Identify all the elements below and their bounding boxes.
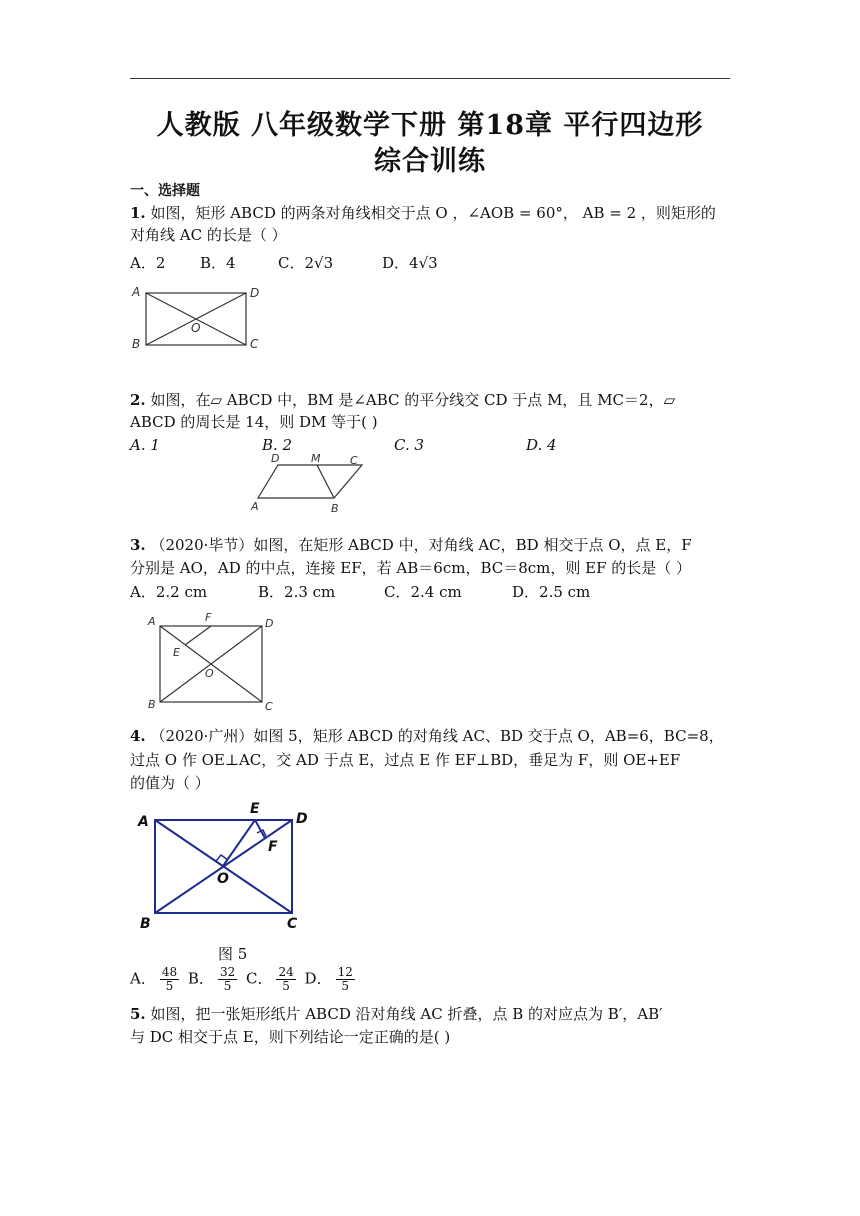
- q4-option-b-numerator: 32: [219, 965, 236, 979]
- q3-label-c: C: [265, 700, 273, 713]
- q4-label-e: E: [250, 801, 260, 817]
- header-rule: [130, 78, 730, 79]
- q3-segment-ef: [185, 626, 211, 645]
- q5-line1: [130, 1004, 663, 1024]
- q4-option-c-numerator: 24: [278, 965, 294, 979]
- q5-number: 5.: [130, 1005, 146, 1023]
- q2-label-m: M: [311, 452, 321, 465]
- q4-option-b-letter: B．: [187, 969, 214, 988]
- q4-label-d: D: [296, 811, 308, 827]
- q4-number: 4.: [130, 727, 146, 745]
- q2-figure: [245, 452, 370, 516]
- q4-option-a-denominator: 5: [165, 979, 174, 993]
- q4-label-b: B: [140, 916, 151, 932]
- q4-option-a-fraction: [160, 966, 179, 993]
- q4-figure-caption: 图 5: [218, 945, 248, 963]
- q2-label-c: C: [350, 454, 358, 467]
- q4-option-d-fraction: [336, 966, 355, 993]
- q4-option-c-denominator: 5: [282, 979, 290, 993]
- q4-label-f: F: [268, 839, 278, 855]
- q2-option-b: B. 2: [262, 436, 293, 454]
- q3-text-line2: 分别是 AO，AD 的中点，连接 EF，若 AB＝6cm，BC＝8cm，则 EF 的长是（ ）: [130, 559, 692, 577]
- q4-option-b-fraction: [218, 966, 237, 993]
- q2-segment-bm: [317, 465, 334, 498]
- q4-text-line3: 的值为（ ）: [130, 774, 210, 792]
- q3-label-o: O: [205, 667, 214, 680]
- q1-number: 1.: [130, 204, 146, 222]
- q3-text-line1: （2020·毕节）如图，在矩形 ABCD 中，对角线 AC，BD 相交于点 O，点 E，F: [150, 536, 692, 554]
- q1-figure: [128, 282, 268, 354]
- q4-figure: [130, 798, 320, 938]
- q2-option-a: A. 1: [130, 436, 160, 454]
- q4-option-a-numerator: 48: [161, 965, 178, 979]
- q1-label-o: O: [191, 321, 201, 335]
- q1-label-c: C: [250, 337, 259, 351]
- q3-label-f: F: [205, 611, 212, 624]
- q4-line1: [130, 726, 724, 746]
- q4-option-a-letter: A．: [130, 969, 156, 988]
- q2-label-b: B: [331, 502, 339, 515]
- q3-label-d: D: [265, 617, 274, 630]
- q4-label-a: A: [138, 814, 149, 830]
- q4-text-line1: （2020·广州）如图 5，矩形 ABCD 的对角线 AC、BD 交于点 O，AB=6，BC=8，: [150, 727, 724, 745]
- q5-text-line2: 与 DC 相交于点 E，则下列结论一定正确的是( ): [130, 1028, 451, 1046]
- q3-number: 3.: [130, 536, 146, 554]
- q2-line1: [130, 390, 675, 410]
- q1-option-c: C．2√3: [278, 254, 334, 272]
- q4-label-o: O: [217, 871, 229, 887]
- q3-option-c: C．2.4 cm: [384, 583, 462, 601]
- q3-figure: [143, 607, 283, 717]
- q1-line1: [130, 203, 716, 223]
- q1-label-a: A: [132, 285, 141, 299]
- q1-option-d: D．4√3: [382, 254, 438, 272]
- q2-option-c: C. 3: [394, 436, 425, 454]
- q4-option-d-letter: D．: [304, 969, 332, 988]
- doc-title-line1: 人教版 八年级数学下册 第18章 平行四边形: [156, 110, 704, 141]
- doc-title-line2: 综合训练: [374, 146, 486, 177]
- q2-text-line2: ABCD 的周长是 14，则 DM 等于( ): [130, 413, 378, 431]
- q4-text-line2: 过点 O 作 OE⊥AC，交 AD 于点 E，过点 E 作 EF⊥BD，垂足为 F，则 OE+EF: [130, 751, 681, 769]
- q4-option-b-denominator: 5: [223, 979, 232, 993]
- q3-option-a: A．2.2 cm: [130, 583, 208, 601]
- q4-option-c-fraction: [276, 966, 295, 993]
- q3-option-d: D．2.5 cm: [512, 583, 591, 601]
- q5-text-line1: 如图，把一张矩形纸片 ABCD 沿对角线 AC 折叠，点 B 的对应点为 B′，AB′: [150, 1005, 663, 1023]
- q1-text-line1: 如图，矩形 ABCD 的两条对角线相交于点 O ，∠AOB = 60°， AB = 2 ，则矩形的: [150, 204, 716, 222]
- q1-option-a: A．2: [130, 254, 166, 272]
- q2-label-d: D: [271, 452, 280, 465]
- q4-option-c-letter: C．: [246, 969, 273, 988]
- q4-options: [130, 966, 359, 993]
- q2-text-line1: 如图，在▱ ABCD 中，BM 是∠ABC 的平分线交 CD 于点 M，且 MC＝2，▱: [150, 391, 676, 409]
- q3-line1: [130, 535, 692, 555]
- q3-label-b: B: [148, 698, 156, 711]
- q3-label-a: A: [148, 615, 156, 628]
- q2-parallelogram: [258, 465, 362, 498]
- q4-segment-ef: [255, 820, 265, 838]
- q1-text-line2: 对角线 AC 的长是（ ）: [130, 226, 287, 244]
- q2-number: 2.: [130, 391, 146, 409]
- section-heading: 一、选择题: [130, 183, 200, 199]
- q4-option-d-numerator: 12: [337, 965, 353, 979]
- q1-label-b: B: [132, 337, 141, 351]
- q4-option-d-denominator: 5: [341, 979, 350, 993]
- q4-label-c: C: [287, 916, 298, 932]
- q1-option-b: B．4: [200, 254, 236, 272]
- q1-label-d: D: [250, 286, 260, 300]
- q3-label-e: E: [173, 646, 180, 659]
- q2-label-a: A: [251, 500, 259, 513]
- q2-option-d: D. 4: [526, 436, 557, 454]
- q3-option-b: B．2.3 cm: [258, 583, 336, 601]
